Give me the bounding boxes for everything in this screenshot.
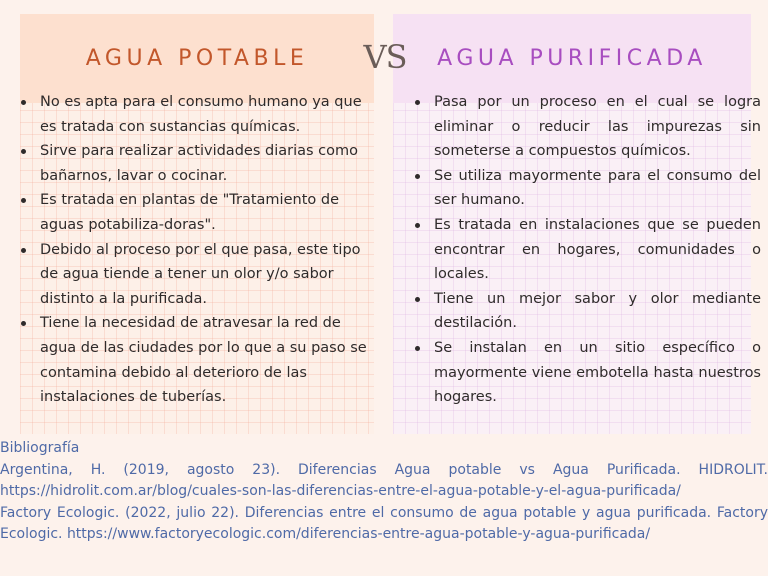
list-item-text: No es apta para el consumo humano ya que es tratada con sustancias químicas.	[40, 94, 362, 135]
list-item-text: Tiene un mejor sabor y olor mediante destilación.	[434, 290, 761, 332]
list-item-text: Es tratada en instalaciones que se pueden encontrar en hogares, comunidades o locales.	[434, 216, 761, 283]
list-item-text: Se instalan en un sitio específico o mayormente viene embotella hasta nuestros hogares.	[434, 339, 761, 406]
list-item	[415, 90, 761, 164]
list-item	[415, 213, 761, 287]
bullet-icon	[415, 174, 420, 179]
list-item	[415, 336, 761, 410]
bullet-icon	[21, 100, 26, 105]
list-item	[415, 164, 761, 213]
agua-purificada-list	[405, 90, 761, 410]
bullet-icon	[415, 346, 420, 351]
bullet-icon	[21, 149, 26, 154]
list-item-text: Debido al proceso por el que pasa, este tipo de agua tiende a tener un olor y/o sabor distinto a la purificada.	[40, 241, 361, 307]
list-item-text: Pasa por un proceso en el cual se logra eliminar o reducir las impurezas sin someterse a compuestos químicos.	[434, 94, 761, 160]
vs-label: VS	[363, 38, 407, 76]
bullet-icon	[415, 297, 420, 302]
list-item-text: Es tratada en plantas de "Tratamiento de aguas potabiliza-doras".	[40, 192, 339, 233]
list-item	[21, 139, 367, 188]
bullet-icon	[415, 100, 420, 105]
agua-potable-list	[11, 90, 367, 410]
bullet-icon	[21, 321, 26, 326]
list-item-text: Se utiliza mayormente para el consumo del ser humano.	[434, 167, 761, 209]
list-item	[21, 188, 367, 237]
bibliography-entry[interactable]: Argentina, H. (2019, agosto 23). Diferencias Agua potable vs Agua Purificada. HIDROLIT. https://hidrolit.com.ar/blog/cuales-son-las-diferencias-entre-el-agua-potable-y-el-agua-purificada/	[0, 461, 768, 500]
bibliography-entry[interactable]: Factory Ecologic. (2022, julio 22). Diferencias entre el consumo de agua potable y agua purificada. Factory Ecologic. https://www.factoryecologic.com/diferencias-entre-agua-potable-y-agua-purificada/	[0, 504, 768, 543]
bullet-icon	[21, 198, 26, 203]
bullet-icon	[415, 223, 420, 228]
agua-purificada-title: AGUA PURIFICADA	[437, 46, 707, 71]
list-item-text: Sirve para realizar actividades diarias como bañarnos, lavar o cocinar.	[40, 143, 358, 184]
bullet-icon	[21, 248, 26, 253]
agua-potable-title: AGUA POTABLE	[85, 46, 309, 71]
bibliography-heading: Bibliografía	[0, 440, 80, 456]
list-item	[415, 287, 761, 336]
list-item	[21, 90, 367, 139]
list-item-text: Tiene la necesidad de atravesar la red de agua de las ciudades por lo que a su paso se contamina debido al deterioro de las instalaciones de tuberías.	[40, 315, 367, 406]
list-item	[21, 311, 367, 409]
bibliography	[0, 438, 768, 546]
list-item	[21, 238, 367, 312]
